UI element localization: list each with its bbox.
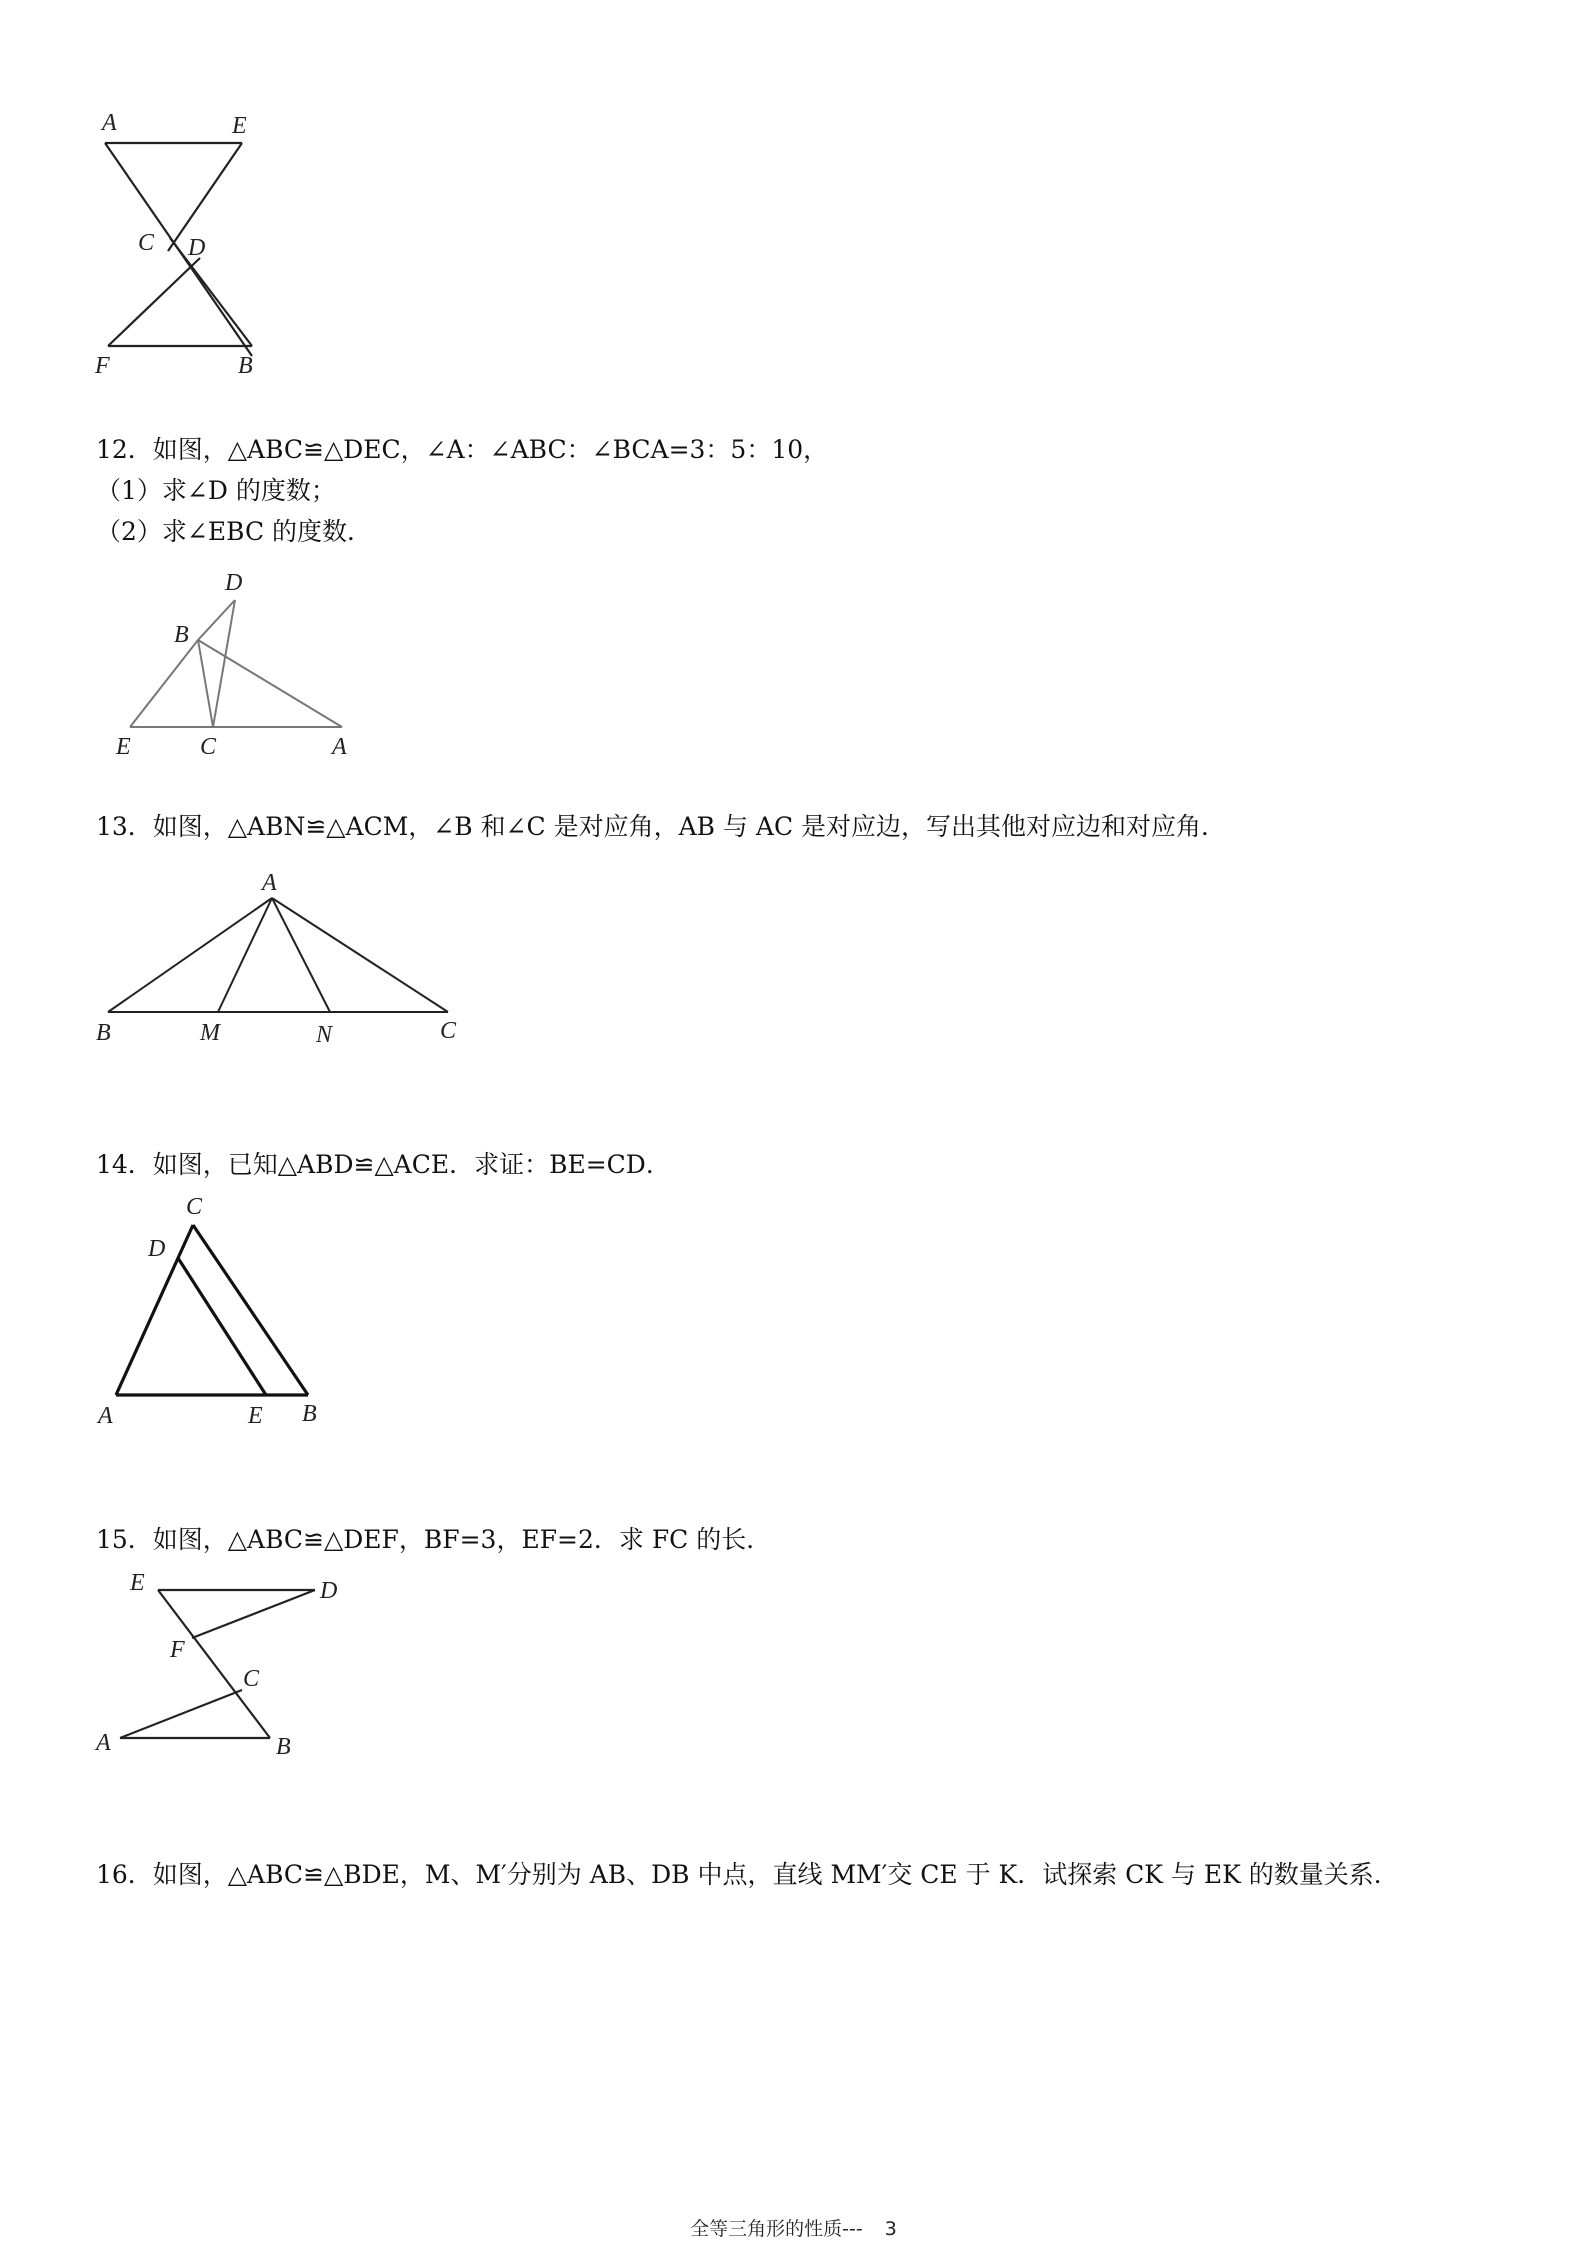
label-C: C bbox=[186, 1194, 203, 1220]
problem-14-stem: 14．如图，已知△ABD≌△ACE．求证：BE=CD． bbox=[96, 1150, 671, 1179]
label-A: A bbox=[262, 870, 277, 896]
label-B: B bbox=[96, 1020, 111, 1046]
label-A: A bbox=[332, 734, 347, 760]
label-B: B bbox=[174, 622, 189, 648]
label-C: C bbox=[138, 230, 155, 256]
label-E: E bbox=[116, 734, 131, 760]
label-F: F bbox=[170, 1637, 185, 1663]
label-A: A bbox=[98, 1403, 113, 1429]
problem-16-stem: 16．如图，△ABC≌△BDE，M、M′分别为 AB、DB 中点，直线 MM′交 CE 于 K．试探索 CK 与 EK 的数量关系． bbox=[96, 1860, 1399, 1889]
problem-12-part-1: （1）求∠D 的度数； bbox=[96, 476, 336, 505]
problem-12-stem: 12．如图，△ABC≌△DEC，∠A：∠ABC：∠BCA=3：5：10， bbox=[96, 435, 829, 464]
label-B: B bbox=[302, 1401, 317, 1427]
label-C: C bbox=[200, 734, 217, 760]
page-number: 3 bbox=[884, 2218, 897, 2240]
problem-15-stem: 15．如图，△ABC≌△DEF，BF=3，EF=2．求 FC 的长． bbox=[96, 1525, 772, 1554]
label-D: D bbox=[148, 1236, 166, 1262]
label-D: D bbox=[320, 1578, 338, 1604]
figure-problem-11 bbox=[90, 108, 280, 388]
label-E: E bbox=[130, 1570, 145, 1596]
page-footer bbox=[0, 2214, 1587, 2241]
figure-problem-12 bbox=[110, 565, 370, 760]
label-B: B bbox=[238, 353, 253, 379]
label-N: N bbox=[316, 1022, 333, 1048]
figure-problem-13 bbox=[90, 862, 480, 1052]
label-F: F bbox=[95, 353, 110, 379]
problem-13-stem: 13．如图，△ABN≌△ACM，∠B 和∠C 是对应角，AB 与 AC 是对应边，写出其他对应边和对应角． bbox=[96, 812, 1227, 841]
label-C: C bbox=[440, 1018, 457, 1044]
figure-problem-15 bbox=[90, 1568, 360, 1768]
label-A: A bbox=[96, 1730, 111, 1756]
figure-problem-14 bbox=[90, 1190, 340, 1430]
label-D: D bbox=[188, 235, 206, 261]
label-E: E bbox=[232, 113, 247, 139]
label-C: C bbox=[243, 1666, 260, 1692]
footer-title: 全等三角形的性质--- bbox=[690, 2218, 863, 2240]
label-M: M bbox=[200, 1020, 220, 1046]
label-B: B bbox=[276, 1734, 291, 1760]
label-A: A bbox=[102, 110, 117, 136]
label-D: D bbox=[225, 570, 243, 596]
label-E: E bbox=[248, 1403, 263, 1429]
problem-12-part-2: （2）求∠EBC 的度数． bbox=[96, 517, 373, 546]
